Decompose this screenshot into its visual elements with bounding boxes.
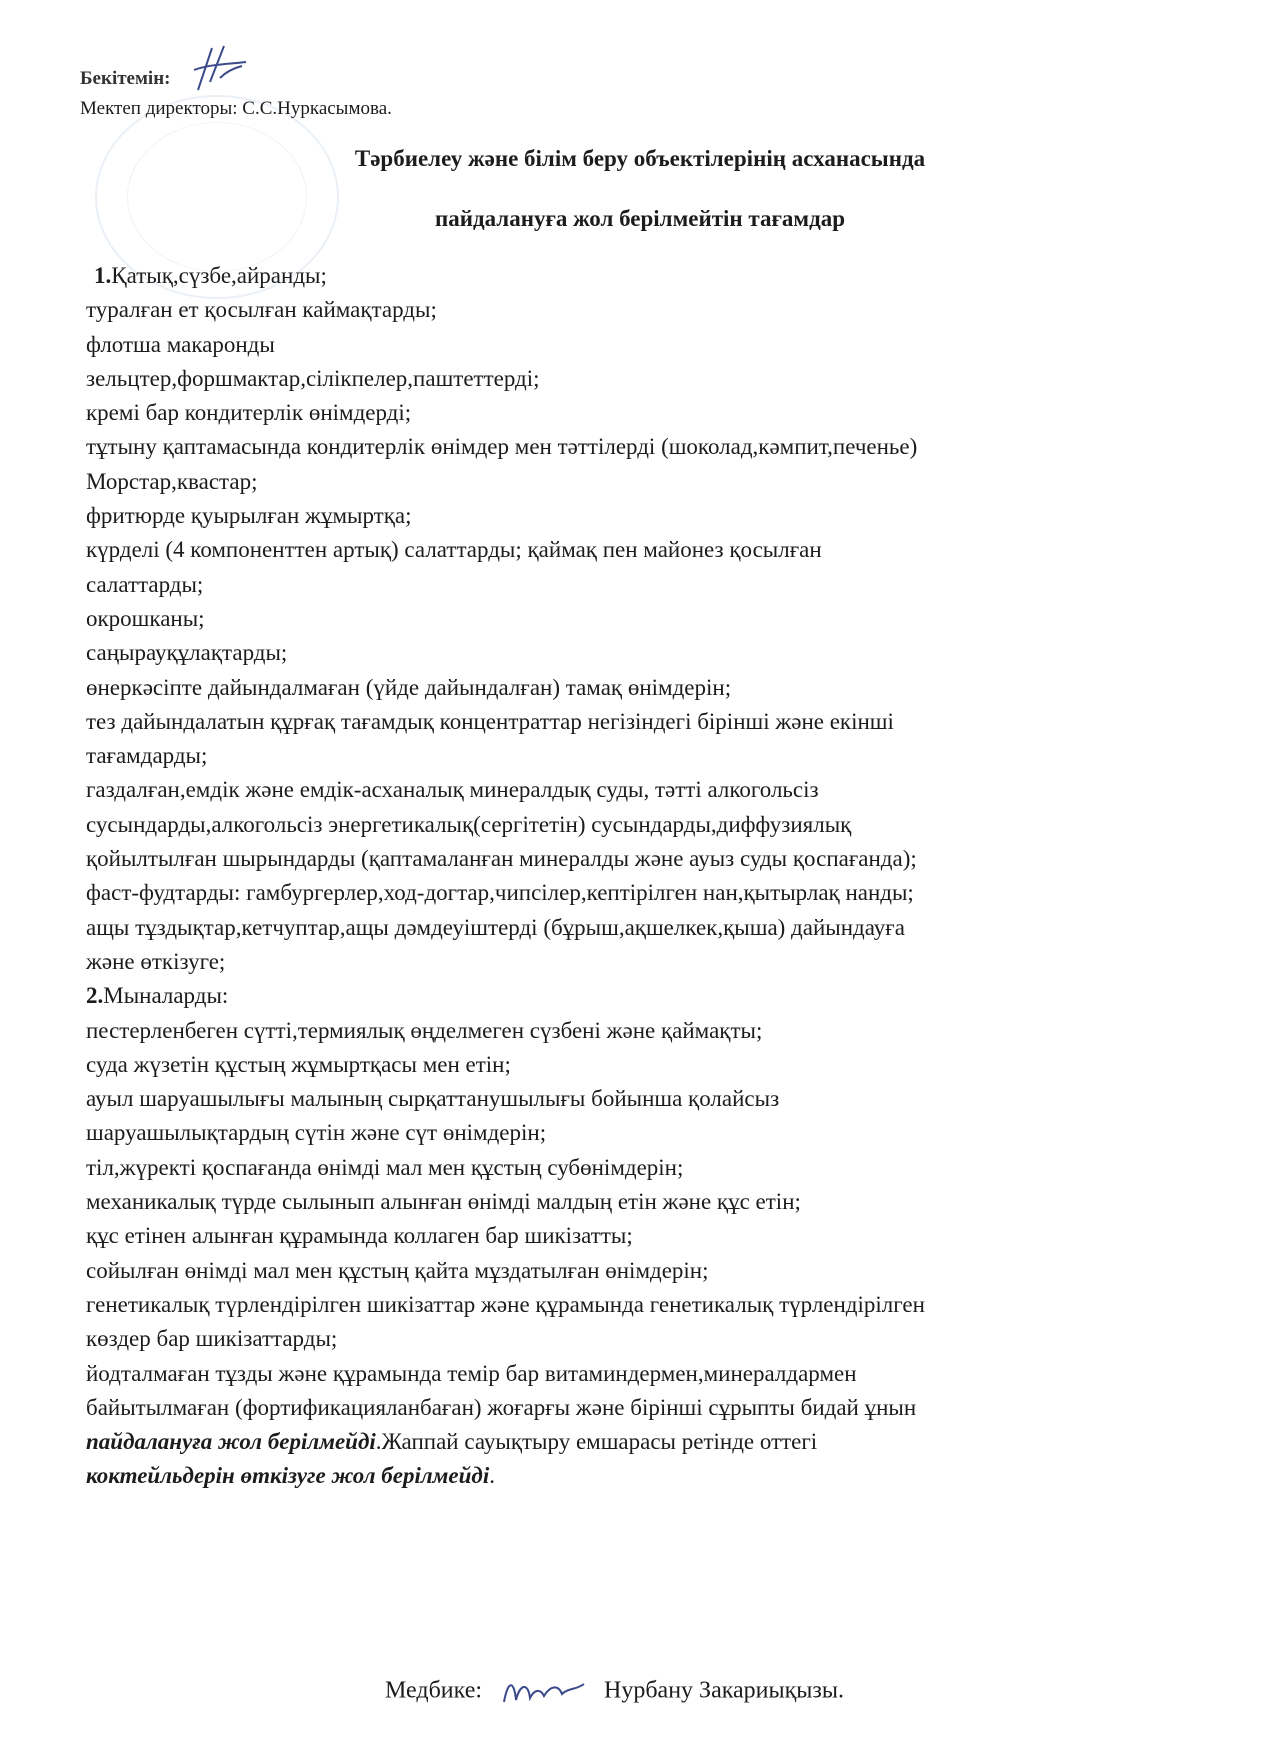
list-item: фритюрде қуырылған жұмыртқа;: [86, 503, 412, 529]
nurse-signature-line: [385, 1672, 844, 1712]
list-item: тіл,жүректі қоспағанда өнімді мал мен құстың субөнімдерін;: [86, 1154, 684, 1180]
list-item: коктейльдерін өткізуге жол берілмейді.: [86, 1463, 495, 1489]
list-item: байытылмаған (фортификацияланбаған) жоғарғы және бірінші сұрыпты бидай ұнын: [86, 1394, 917, 1420]
section-number: 1.: [94, 263, 112, 288]
list-item: кремі бар кондитерлік өнімдерді;: [86, 400, 412, 426]
nurse-label: Медбике:: [385, 1677, 483, 1704]
list-item: күрделі (4 компоненттен артық) салаттарды; қаймақ пен майонез қосылған: [86, 537, 822, 563]
list-item: фаст-фудтарды: гамбургерлер,ход-догтар,чипсілер,кептірілген нан,қытырлақ нанды;: [86, 880, 914, 906]
list-item: 2.Мыналарды:: [86, 983, 229, 1009]
list-item: генетикалық түрлендірілген шикізаттар және құрамында генетикалық түрлендірілген: [86, 1291, 925, 1317]
list-item: Морстар,квастар;: [86, 468, 258, 494]
list-item: окрошканы;: [86, 605, 205, 631]
list-item: саңырауқұлақтарды;: [86, 640, 288, 666]
list-item: 1.Қатық,сүзбе,айранды;: [94, 263, 327, 288]
list-item: қойылтылған шырындарды (қаптамаланған минералды және ауыз суды қоспағанда);: [86, 846, 917, 872]
list-item: және өткізуге;: [86, 948, 226, 974]
director-line: Мектеп директоры: С.С.Нуркасымова.: [80, 98, 392, 119]
section-number: 2.: [86, 983, 104, 1009]
list-item: тез дайындалатын құрғақ тағамдық концентраттар негізіндегі бірінші және екінші: [86, 708, 894, 734]
list-item: өнеркәсіпте дайындалмаған (үйде дайындалған) тамақ өнімдерін;: [86, 674, 732, 700]
nurse-name: Нурбану Закариықызы.: [604, 1677, 845, 1704]
list-item: сойылған өнімді мал мен құстың қайта мұздатылған өнімдерін;: [86, 1257, 709, 1283]
list-item: көздер бар шикізаттарды;: [86, 1326, 338, 1352]
list-item: суда жүзетін құстың жұмыртқасы мен етін;: [86, 1051, 511, 1077]
list-item: туралған ет қосылған каймақтарды;: [86, 297, 437, 323]
approval-label: Бекітемін:: [80, 68, 171, 89]
list-item: тұтыну қаптамасында кондитерлік өнімдер мен тәттілерді (шоколад,кәмпит,печенье): [86, 434, 918, 460]
document-title-line-1: Тәрбиелеу және білім беру объектілерінің асханасында: [354, 146, 926, 171]
emphasis-text: пайдалануға жол берілмейді: [86, 1429, 376, 1455]
list-item: зельцтер,форшмактар,сілікпелер,паштеттерді;: [86, 365, 540, 391]
emphasis-text: коктейльдерін өткізуге жол берілмейді: [86, 1463, 490, 1489]
document-title-line-2: пайдалануға жол берілмейтін тағамдар: [434, 206, 846, 231]
list-item: флотша макаронды: [86, 331, 275, 357]
list-item: пестерленбеген сүтті,термиялық өңделмеген сүзбені және қаймақты;: [86, 1017, 763, 1043]
list-item: сусындарды,алкогольсіз энергетикалық(сергітетін) сусындарды,диффузиялық: [86, 811, 852, 837]
list-item: газдалған,емдік және емдік-асханалық минералдық суды, тәтті алкогольсіз: [86, 777, 819, 803]
list-item: тағамдарды;: [86, 743, 208, 769]
list-item: салаттарды;: [86, 571, 204, 597]
list-item: шаруашылықтардың сүтін және сүт өнімдерін;: [86, 1120, 547, 1146]
list-item: йодталмаған тұзды және құрамында темір бар витаминдермен,минералдармен: [86, 1360, 857, 1386]
list-item: құс етінен алынған құрамында коллаген бар шикізатты;: [86, 1223, 633, 1249]
nurse-signature: [498, 1672, 588, 1712]
approval-block: [80, 64, 392, 124]
list-item: ащы тұздықтар,кетчуптар,ащы дәмдеуіштерді (бұрыш,ақшелкек,қыша) дайындауға: [86, 914, 905, 940]
list-item: ауыл шаруашылығы малының сырқаттанушылығы бойынша қолайсыз: [86, 1086, 780, 1112]
prohibited-foods-list: [86, 259, 1186, 1494]
list-item: механикалық түрде сылынып алынған өнімді малдың етін және құс етін;: [86, 1189, 801, 1215]
list-item: пайдалануға жол берілмейді.Жаппай сауықтыру емшарасы ретінде оттегі: [86, 1429, 818, 1455]
